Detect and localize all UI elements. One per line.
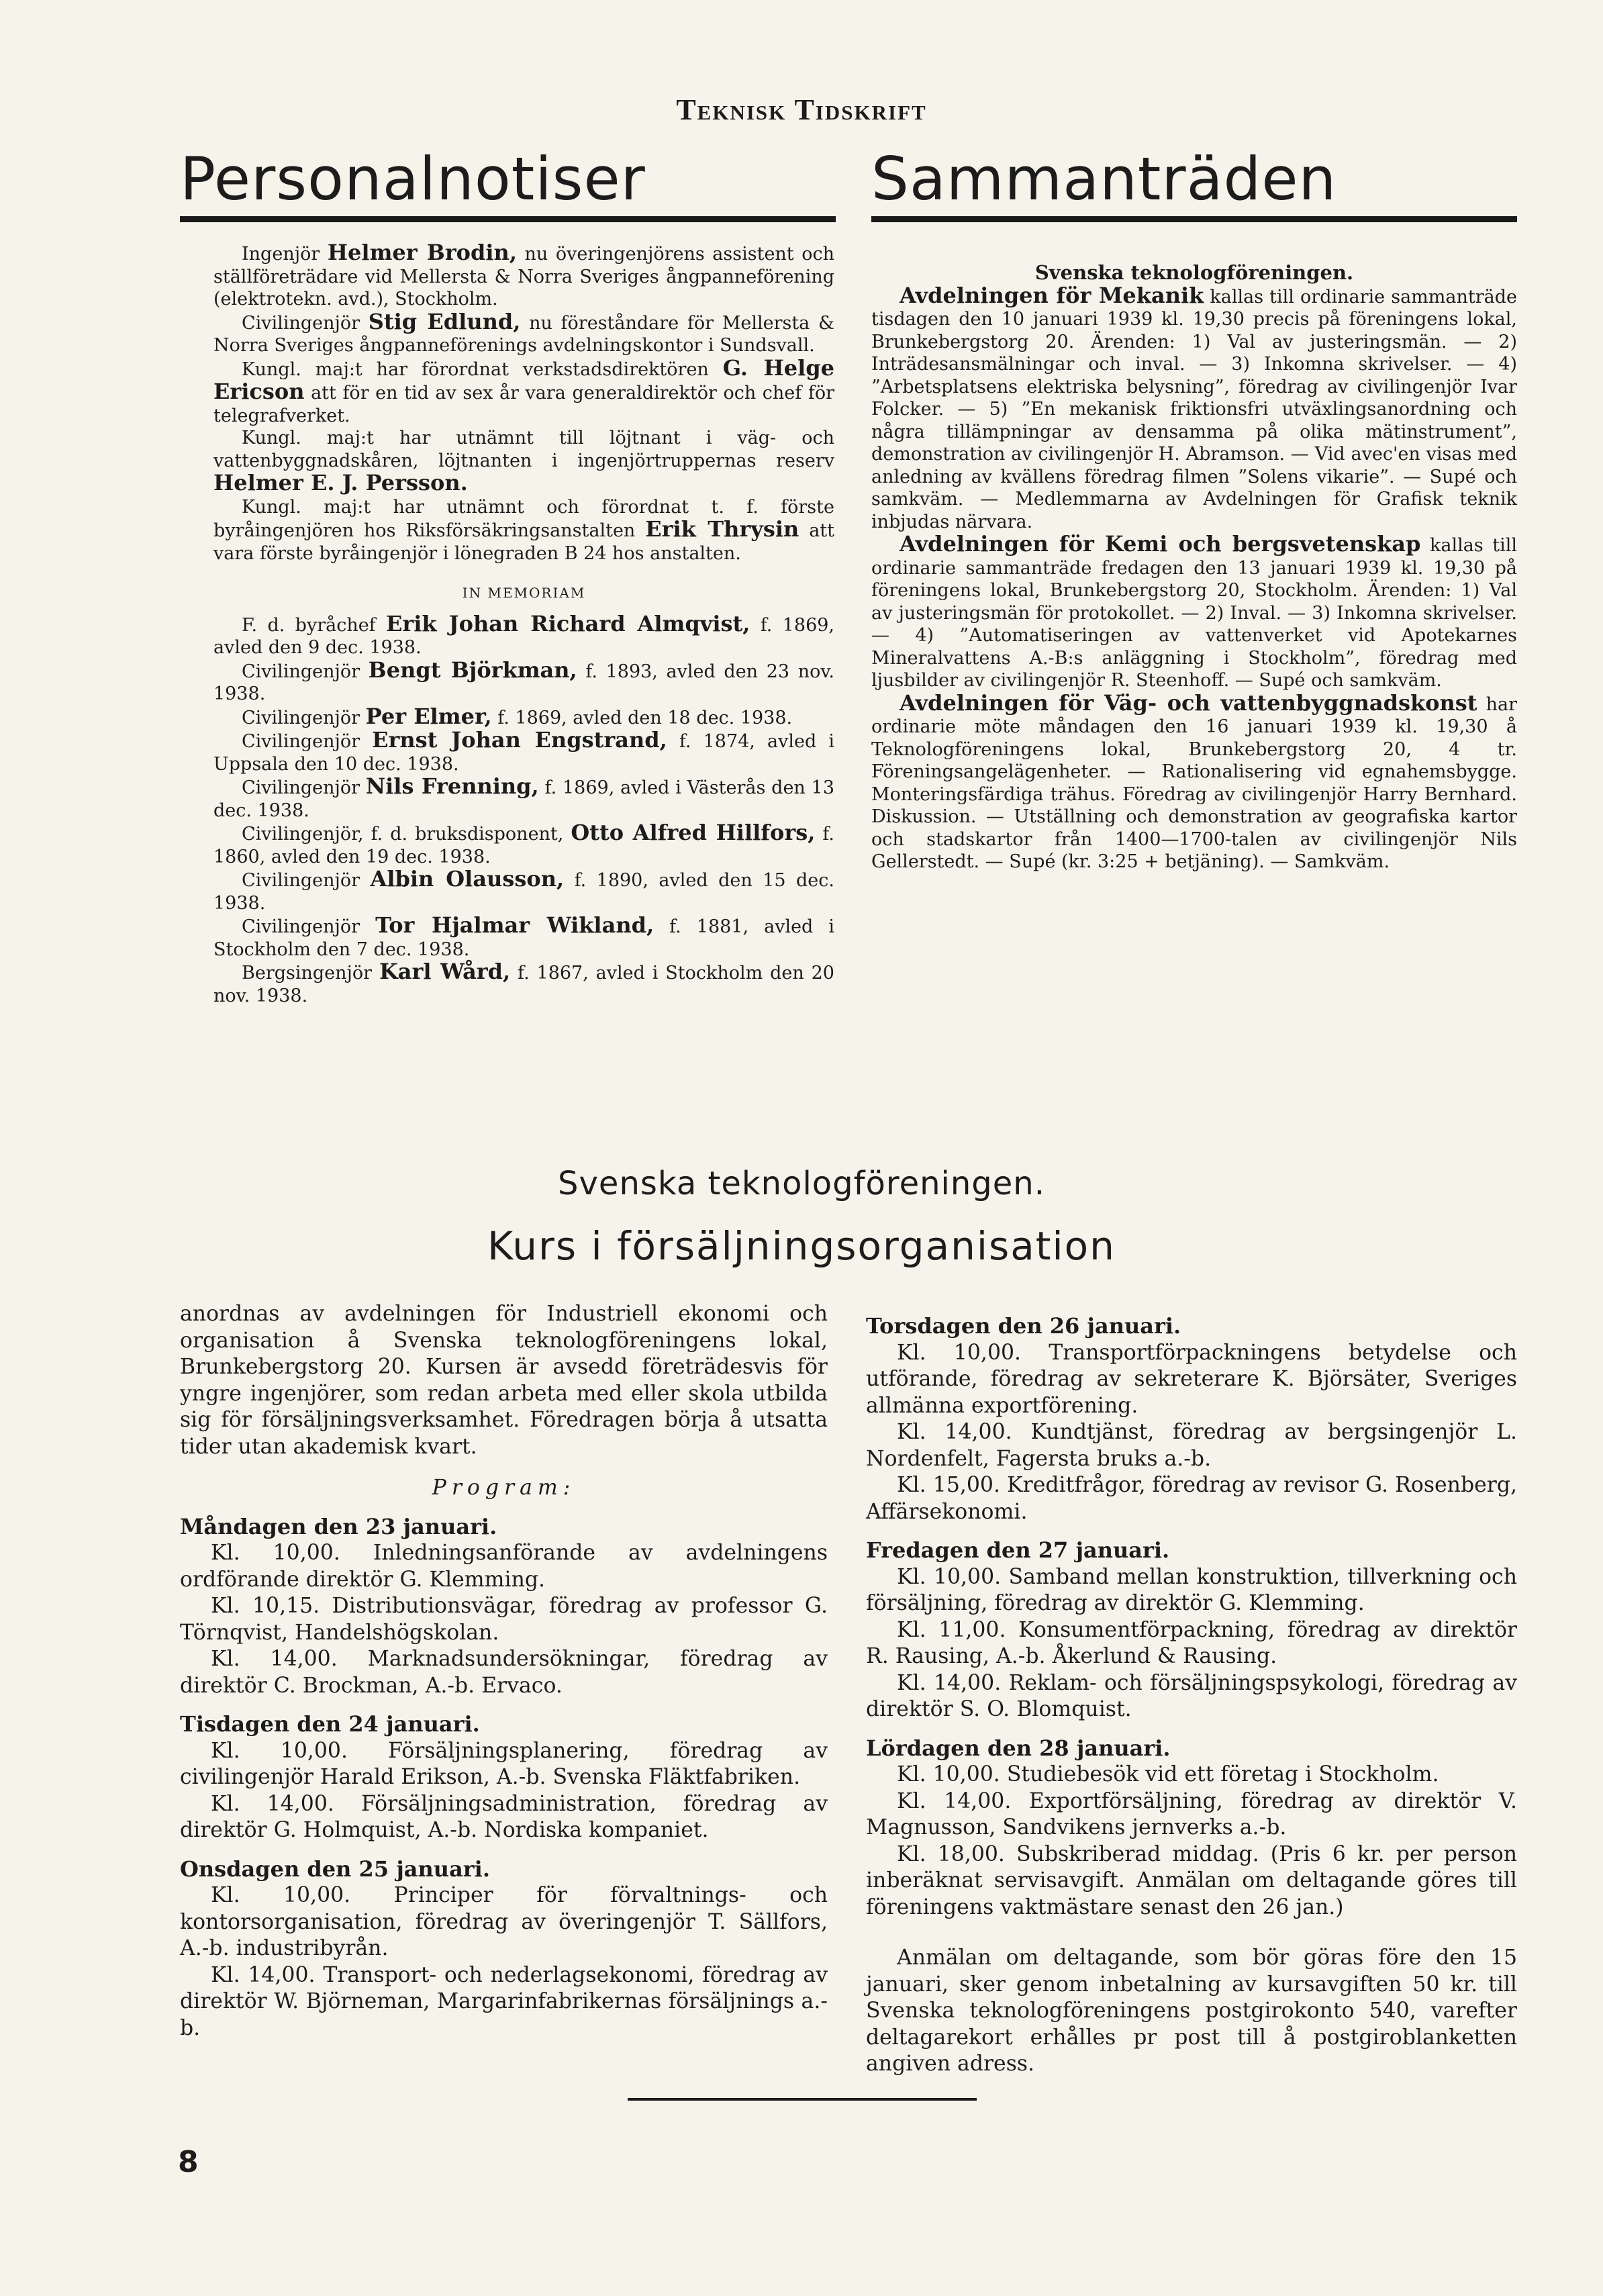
personalnotiser-heading: Personalnotiser	[180, 144, 646, 213]
meeting-vag-vatten: Avdelningen för Väg- och vattenbyggnadskonst har ordinarie möte måndagen den 16 januari 1939 kl. 19,30 å Teknologföreningens lokal, Brunkebergstorg 20, 4 tr. Föreningsangelägenheter. — Rationalisering vid egnahemsbygge. Monteringsfärdiga trähus. Föredrag av civilingenjör Harry Bernhard. Diskussion. — Utställning och demonstration av geografiska kartor och stadskartor från 1400—1700-talen av civilingenjör Nils Gellerstedt. — Supé (kr. 3:25 + betjäning). — Samkväm.	[871, 689, 1517, 872]
program-item: Kl. 18,00. Subskriberad middag. (Pris 6 kr. per person inberäknat servisavgift. Anmälan om deltagande göres till föreningens vaktmästare senast den 26 jan.)	[866, 1841, 1517, 1919]
program-item: Kl. 10,00. Transportförpackningens betydelse och utförande, föredrag av sekreterare K. Björsäter, Sveriges allmänna exportförening.	[866, 1340, 1517, 1418]
meeting-mekanik: Avdelningen för Mekanik kallas till ordinarie sammanträde tisdagen den 10 januari 1939 kl. 19,30 precis på föreningens lokal, Brunkebergstorg 20. Ärenden: 1) Val av justeringsmän. — 2) Inträdesansmälningar och inval. — 3) Inkomna skrivelser. — 4) ”Arbetsplatsens elektriska belysning”, föredrag av civilingenjör Ivar Folcker. — 5) ”En mekanisk friktionsfri utväxlingsanordning och några tillämpningar av densamma på olika mätinstrument”, demonstration av civilingenjör H. Abramson. — Vid avec'en visas med anledning av kvällens föredrag filmen ”Solens vikarie”. — Supé och samkväm. — Medlemmarna av Avdelningen för Grafisk teknik inbjudas närvara.	[871, 282, 1517, 532]
notice-thrysin: Kungl. maj:t har utnämnt och förordnat t. f. förste byråingenjören hos Riksförsäkringsanstalten Erik Thrysin att vara förste byråingenjör i lönegraden B 24 hos anstalten.	[213, 496, 834, 564]
course-intro: anordnas av avdelningen för Industriell ekonomi och organisation å Svenska teknologföreningens lokal, Brunkebergstorg 20. Kursen är avsedd företrädesvis för yngre ingenjörer, som redan arbeta med eller skola utbilda sig för försäljningsverksamhet. Föredragen börja å utsatta tider utan akademisk kvart.	[180, 1302, 828, 1459]
course-right-column	[866, 1301, 1517, 2078]
program-day-heading: Fredagen den 27 januari.	[866, 1537, 1170, 1563]
notice-edlund: Civilingenjör Stig Edlund, nu föreståndare för Mellersta & Norra Sveriges ångpanneförenings avdelningskontor i Sundsvall.	[213, 308, 835, 356]
personalnotiser-column	[213, 242, 834, 1007]
heading-rule-right	[871, 216, 1517, 222]
course-left-column	[180, 1301, 828, 2042]
obituary-entry: Civilingenjör, f. d. bruksdisponent, Otto Alfred Hillfors, f. 1860, avled den 19 dec. 1938.	[213, 820, 835, 867]
program-item: Kl. 11,00. Konsumentförpackning, föredrag av direktör R. Rausing, A.-b. Åkerlund & Rausing.	[866, 1617, 1517, 1668]
program-day-heading: Torsdagen den 26 januari.	[866, 1313, 1181, 1339]
obituary-entry: Civilingenjör Per Elmer, f. 1869, avled den 18 dec. 1938.	[242, 703, 793, 729]
teknologforeningen-subheading: Svenska teknologföreningen.	[1034, 261, 1354, 284]
program-item: Kl. 10,15. Distributionsvägar, föredrag av professor G. Törnqvist, Handelshögskolan.	[180, 1594, 828, 1645]
program-day-heading: Måndagen den 23 januari.	[180, 1513, 497, 1539]
program-days-right	[866, 1313, 1517, 1921]
program-item: Kl. 15,00. Kreditfrågor, föredrag av revisor G. Rosenberg, Affärsekonomi.	[866, 1473, 1517, 1524]
page-number: 8	[178, 2145, 199, 2179]
program-item: Kl. 14,00. Reklam- och försäljningspsykologi, föredrag av direktör S. O. Blomquist.	[866, 1670, 1517, 1721]
program-heading: Program:	[432, 1476, 576, 1500]
program-day-heading: Onsdagen den 25 januari.	[180, 1856, 490, 1882]
course-title: Kurs i försäljningsorganisation	[487, 1223, 1116, 1269]
obituary-entry: Civilingenjör Bengt Björkman, f. 1893, avled den 23 nov. 1938.	[213, 657, 834, 704]
program-item: Kl. 14,00. Transport- och nederlagsekonomi, föredrag av direktör W. Björneman, Margarinfabrikernas försäljnings a.-b.	[180, 1962, 828, 2040]
program-item: Kl. 10,00. Försäljningsplanering, föredrag av civilingenjör Harald Erikson, A.-b. Svenska Fläktfabriken.	[180, 1738, 828, 1789]
program-item: Kl. 10,00. Samband mellan konstruktion, tillverkning och försäljning, föredrag av direktör G. Klemming.	[866, 1564, 1517, 1615]
program-days-left	[180, 1514, 828, 2042]
program-item: Kl. 14,00. Exportförsäljning, föredrag av direktör V. Magnusson, Sandvikens jernverks a.-b.	[866, 1788, 1517, 1839]
program-item: Kl. 10,00. Inledningsanförande av avdelningens ordförande direktör G. Klemming.	[180, 1541, 828, 1592]
footer-rule	[628, 2098, 977, 2101]
obituary-entry: Civilingenjör Nils Frenning, f. 1869, avled i Västerås den 13 dec. 1938.	[213, 773, 835, 821]
obituary-entry: Bergsingenjör Karl Wård, f. 1867, avled i Stockholm den 20 nov. 1938.	[213, 959, 834, 1006]
obituary-entry: Civilingenjör Albin Olausson, f. 1890, avled den 15 dec. 1938.	[213, 866, 834, 914]
program-item: Kl. 10,00. Principer för förvaltnings- och kontorsorganisation, föredrag av överingenjör T. Sällfors, A.-b. industribyrån.	[180, 1883, 828, 1960]
notice-persson: Kungl. maj:t har utnämnt till löjtnant i väg- och vattenbyggnadskåren, löjtnanten i ingenjörtruppernas reserv Helmer E. J. Persson.	[213, 428, 834, 495]
journal-name: Teknisk Tidskrift	[676, 93, 927, 126]
program-item: Kl. 14,00. Försäljningsadministration, föredrag av direktör G. Holmquist, A.-b. Nordiska kompaniet.	[180, 1791, 828, 1842]
obituary-entry: F. d. byråchef Erik Johan Richard Almqvist, f. 1869, avled den 9 dec. 1938.	[213, 610, 835, 658]
program-item: Kl. 10,00. Studiebesök vid ett företag i Stockholm.	[897, 1762, 1439, 1786]
sammantraden-heading: Sammanträden	[871, 144, 1337, 213]
registration-note: Anmälan om deltagande, som bör göras före den 15 januari, sker genom inbetalning av kursavgiften 50 kr. till Svenska teknologföreningens postgirokonto 540, varefter deltagarekort erhålles pr post till å postgiroblanketten angiven adress.	[866, 1946, 1517, 2076]
obituary-entry: Civilingenjör Tor Hjalmar Wikland, f. 1881, avled i Stockholm den 7 dec. 1938.	[213, 912, 834, 960]
program-item: Kl. 14,00. Marknadsundersökningar, föredrag av direktör C. Brockman, A.-b. Ervaco.	[180, 1647, 828, 1698]
program-item: Kl. 14,00. Kundtjänst, föredrag av bergsingenjör L. Nordenfelt, Fagersta bruks a.-b.	[866, 1420, 1517, 1471]
obituary-list	[213, 610, 835, 1008]
obituary-entry: Civilingenjör Ernst Johan Engstrand, f. 1874, avled i Uppsala den 10 dec. 1938.	[213, 727, 834, 775]
program-day-heading: Lördagen den 28 januari.	[866, 1735, 1171, 1761]
in-memoriam-heading: IN MEMORIAM	[462, 585, 586, 601]
course-organizer-heading: Svenska teknologföreningen.	[558, 1165, 1045, 1202]
notice-brodin: Ingenjör Helmer Brodin, nu överingenjörens assistent och ställföreträdare vid Mellersta & Norra Sveriges ångpanneförening (elektrotekn. avd.), Stockholm.	[213, 240, 834, 309]
program-day-heading: Tisdagen den 24 januari.	[180, 1711, 480, 1737]
heading-rule-left	[180, 216, 836, 222]
notice-ericson: Kungl. maj:t har förordnat verkstadsdirektören G. Helge Ericson att för en tid av sex år vara generaldirektör och chef för telegrafverket.	[213, 354, 835, 426]
sammantraden-column	[871, 262, 1517, 873]
meeting-kemi: Avdelningen för Kemi och bergsvetenskap kallas till ordinarie sammanträde fredagen den 13 januari 1939 kl. 19,30 på föreningens lokal, Brunkebergstorg 20, Stockholm. Ärenden: 1) Val av justeringsmän för protokollet. — 2) Inval. — 3) Inkomna skrivelser. — 4) ”Automatiseringen av vattenverket vid Apotekarnes Mineralvattens A.-B:s anläggning i Stockholm”, föredrag med ljusbilder av civilingenjör R. Steenhoff. — Supé och samkväm.	[871, 531, 1518, 691]
